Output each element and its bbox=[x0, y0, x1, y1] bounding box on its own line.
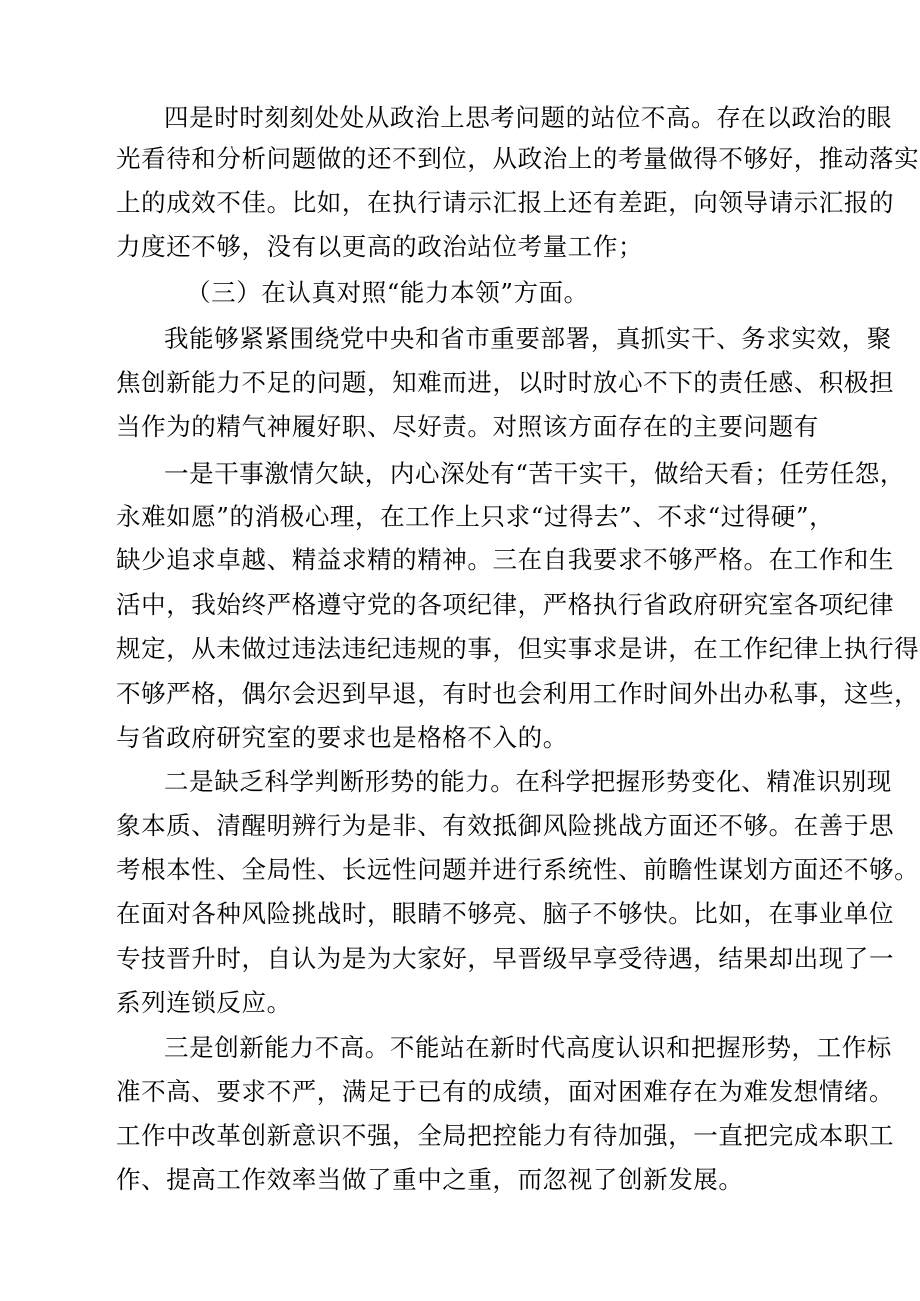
paragraph-2-line-1: 二是缺乏科学判断形势的能力。在科学把握形势变化、精准识别现 bbox=[164, 767, 892, 796]
paragraph-1-line-6: 不够严格，偶尔会迟到早退，有时也会利用工作时间外出办私事，这些， bbox=[116, 679, 920, 708]
paragraph-2-line-6: 系列连锁反应。 bbox=[116, 988, 292, 1017]
paragraph-2-line-2: 象本质、清醒明辨行为是非、有效抵御风险挑战方面还不够。在善于思 bbox=[116, 811, 895, 840]
paragraph-3-line-3: 工作中改革创新意识不强，全局把控能力有待加强，一直把完成本职工 bbox=[116, 1121, 895, 1150]
paragraph-4-line-2: 光看待和分析问题做的还不到位，从政治上的考量做得不够好，推动落实 bbox=[116, 144, 920, 173]
paragraph-2-line-5: 专技晋升时，自认为是为大家好，早晋级早享受待遇，结果却出现了一 bbox=[116, 944, 895, 973]
paragraph-2-line-3: 考根本性、全局性、长远性问题并进行系统性、前瞻性谋划方面还不够。 bbox=[116, 855, 920, 884]
paragraph-intro-line-3: 当作为的精气神履好职、尽好责。对照该方面存在的主要问题有 bbox=[116, 412, 819, 441]
paragraph-1-line-1: 一是干事激情欠缺，内心深处有“苦干实干，做给天看；任劳任怨， bbox=[164, 459, 906, 488]
paragraph-4-line-4: 力度还不够，没有以更高的政治站位考量工作； bbox=[116, 232, 644, 261]
paragraph-1-line-5: 规定，从未做过违法违纪违规的事，但实事求是讲，在工作纪律上执行得 bbox=[116, 634, 920, 663]
paragraph-3-line-4: 作、提高工作效率当做了重中之重，而忽视了创新发展。 bbox=[116, 1165, 744, 1194]
paragraph-4-line-1: 四是时时刻刻处处从政治上思考问题的站位不高。存在以政治的眼 bbox=[164, 103, 892, 132]
paragraph-1-line-2: 永难如愿”的消极心理，在工作上只求“过得去”、不求“过得硬”， bbox=[116, 502, 835, 531]
paragraph-1-line-4: 活中，我始终严格遵守党的各项纪律，严格执行省政府研究室各项纪律 bbox=[116, 590, 895, 619]
paragraph-3-line-2: 准不高、要求不严，满足于已有的成绩，面对困难存在为难发想情绪。 bbox=[116, 1077, 895, 1106]
paragraph-intro-line-1: 我能够紧紧围绕党中央和省市重要部署，真抓实干、务求实效，聚 bbox=[164, 324, 892, 353]
paragraph-4-line-3: 上的成效不佳。比如，在执行请示汇报上还有差距，向领导请示汇报的 bbox=[116, 188, 895, 217]
paragraph-3-line-1: 三是创新能力不高。不能站在新时代高度认识和把握形势，工作标 bbox=[164, 1033, 892, 1062]
paragraph-intro-line-2: 焦创新能力不足的问题，知难而进，以时时放心不下的责任感、积极担 bbox=[116, 368, 895, 397]
section-heading: （三）在认真对照“能力本领”方面。 bbox=[186, 278, 589, 307]
paragraph-1-line-7: 与省政府研究室的要求也是格格不入的。 bbox=[116, 723, 568, 752]
paragraph-1-line-3: 缺少追求卓越、精益求精的精神。三在自我要求不够严格。在工作和生 bbox=[116, 545, 895, 574]
paragraph-2-line-4: 在面对各种风险挑战时，眼睛不够亮、脑子不够快。比如，在事业单位 bbox=[116, 899, 895, 928]
